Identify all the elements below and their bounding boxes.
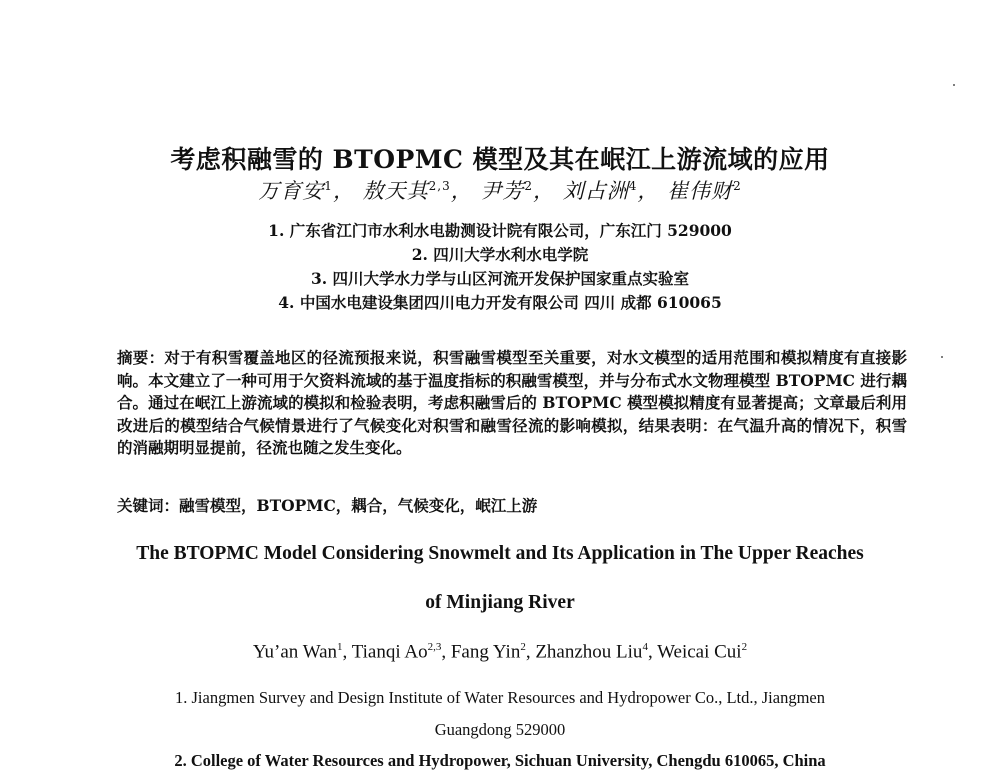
abstract-label: 摘要：: [117, 348, 165, 367]
author-cn-sup: 4: [628, 179, 638, 193]
author-cn: 刘占洲: [562, 179, 629, 203]
author-en-sup: 2: [520, 641, 526, 653]
author-cn: 敖天其: [362, 179, 429, 203]
author-en: Tianqi Ao: [351, 641, 428, 663]
scan-speck: [941, 356, 943, 358]
abstract-text: 对于有积雪覆盖地区的径流预报来说，积雪融雪模型至关重要，对水文模型的适用范围和模拟精度有直接影响。本文建立了一种可用于欠资料流域的基于温度指标的积融雪模型，并与分布式水文物理模型 BTOPMC 进行耦合。通过在岷江上游流域的模拟和检验表明，考虑积融雪后的 BTOPMC 模型模拟精度有显著提高；文章最后利用改进后的模型结合气候情景进行了气候变化对积雪和融雪径流的影响模拟，结果表明：在气温升高的情况下，积雪的消融期明显提前，径流也随之发生变化。: [117, 348, 907, 458]
author-cn-sup: 2: [524, 179, 534, 193]
author-en-sup: 2,3: [427, 641, 442, 653]
english-title-line-1: The BTOPMC Model Considering Snowmelt and Its Application in The Upper Reaches: [136, 543, 864, 564]
author-cn: 万育安: [258, 179, 325, 203]
affiliation-cn-1: 1. 广东省江门市水利水电勘测设计院有限公司，广东江门 529000: [268, 221, 732, 240]
author-en: Weicai Cui: [657, 641, 742, 663]
affiliation-en-1-line-1: 1. Jiangmen Survey and Design Institute of Water Resources and Hydropower Co., Ltd., Jiangmen: [175, 688, 825, 707]
chinese-title: 考虑积融雪的 BTOPMC 模型及其在岷江上游流域的应用: [170, 145, 830, 174]
author-en-sup: 1: [337, 641, 343, 653]
author-cn: 崔伟财: [667, 179, 734, 203]
author-cn: 尹芳: [480, 179, 525, 203]
author-cn-sup: 2,3: [428, 179, 451, 193]
author-en: Fang Yin: [450, 641, 521, 663]
scan-speck: [953, 84, 955, 86]
author-cn-sup: 2: [733, 179, 742, 193]
chinese-authors: 万育安$^1$， 敖天其$^{2,3}$， 尹芳$^2$， 刘占洲$^4$， 崔伟财$^2$: [258, 179, 742, 203]
author-cn-sup: 1: [324, 179, 333, 193]
affiliation-en-2: 2. College of Water Resources and Hydropower, Sichuan University, Chengdu 610065, China: [174, 751, 826, 770]
author-en-sup: 2: [741, 641, 748, 653]
keywords-label: 关键词：: [117, 496, 180, 515]
affiliation-cn-3: 3. 四川大学水力学与山区河流开发保护国家重点实验室: [310, 269, 690, 288]
english-authors: Yu’an Wan$^1$, Tianqi Ao$^{2,3}$, Fang Yin$^2$, Zhanzhou Liu$^4$, Weicai Cui$^2$: [252, 641, 748, 663]
affiliation-cn-2: 2. 四川大学水利水电学院: [411, 245, 589, 264]
affiliation-en-1-line-2: Guangdong 529000: [434, 720, 566, 739]
english-title-line-2: of Minjiang River: [425, 592, 575, 613]
author-en-sup: 4: [642, 641, 648, 653]
author-en: Zhanzhou Liu: [535, 641, 643, 663]
keywords-cn: [117, 494, 537, 516]
author-en: Yu’an Wan: [252, 641, 338, 663]
keywords-text: 融雪模型，BTOPMC，耦合，气候变化，岷江上游: [179, 496, 538, 515]
affiliation-cn-4: 4. 中国水电建设集团四川电力开发有限公司 四川 成都 610065: [278, 293, 722, 312]
abstract-cn: [117, 347, 907, 460]
